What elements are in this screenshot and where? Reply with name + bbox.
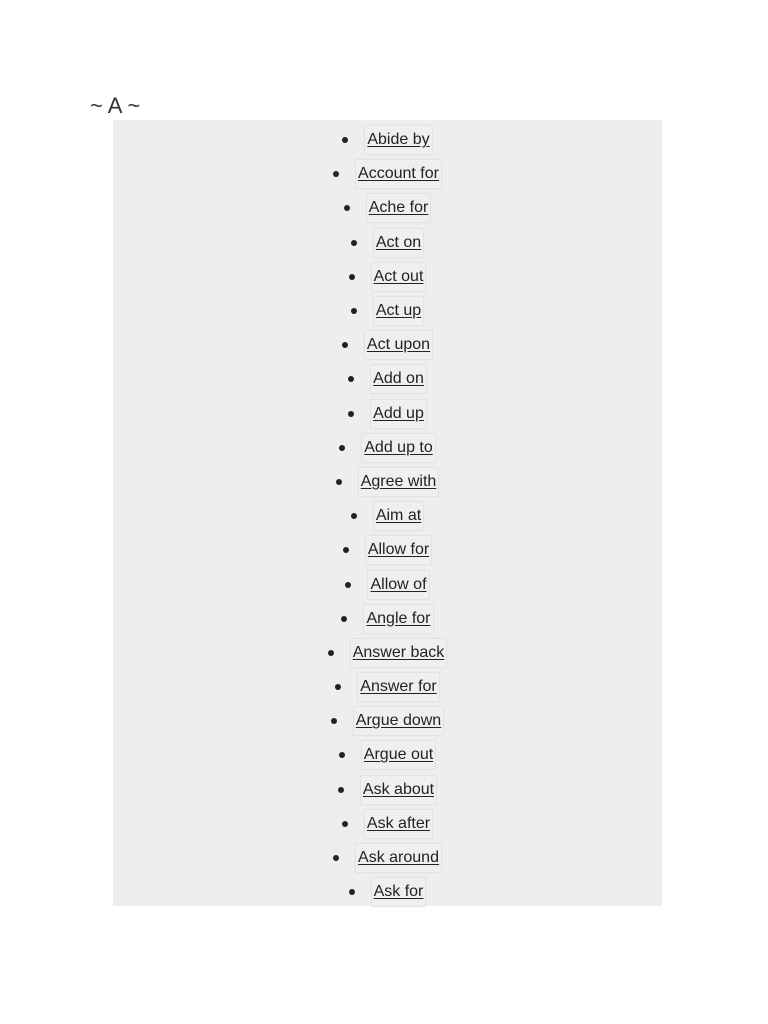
section-heading: ~ A ~ xyxy=(90,93,141,118)
list-item xyxy=(113,499,662,533)
bullet-icon xyxy=(345,582,351,588)
bullet-icon xyxy=(348,411,354,417)
list-item xyxy=(113,294,662,328)
list-item xyxy=(113,875,662,909)
phrase-link[interactable]: Ask for xyxy=(371,877,427,907)
phrase-link[interactable]: Ask after xyxy=(364,809,433,839)
phrase-link[interactable]: Aim at xyxy=(373,501,424,531)
list-item xyxy=(113,328,662,362)
phrase-link[interactable]: Answer for xyxy=(357,672,439,702)
list-item xyxy=(113,704,662,738)
list-item xyxy=(113,157,662,191)
list-item xyxy=(113,431,662,465)
bullet-icon xyxy=(342,821,348,827)
phrase-list xyxy=(113,120,662,909)
phrase-link[interactable]: Account for xyxy=(355,159,442,189)
phrase-link[interactable]: Act out xyxy=(371,262,427,292)
bullet-icon xyxy=(333,171,339,177)
bullet-icon xyxy=(343,547,349,553)
phrase-link[interactable]: Abide by xyxy=(364,125,432,155)
bullet-icon xyxy=(351,513,357,519)
phrase-link[interactable]: Agree with xyxy=(358,467,440,497)
list-item xyxy=(113,636,662,670)
phrase-link[interactable]: Ask around xyxy=(355,843,442,873)
phrase-link[interactable]: Answer back xyxy=(350,638,448,668)
phrase-list-panel xyxy=(113,120,662,906)
bullet-icon xyxy=(341,616,347,622)
list-item xyxy=(113,226,662,260)
bullet-icon xyxy=(348,376,354,382)
list-item xyxy=(113,738,662,772)
list-item xyxy=(113,533,662,567)
bullet-icon xyxy=(336,479,342,485)
phrase-link[interactable]: Act on xyxy=(373,228,424,258)
bullet-icon xyxy=(349,889,355,895)
list-item xyxy=(113,362,662,396)
list-item xyxy=(113,773,662,807)
bullet-icon xyxy=(351,308,357,314)
bullet-icon xyxy=(342,342,348,348)
list-item xyxy=(113,841,662,875)
phrase-link[interactable]: Add on xyxy=(370,364,427,394)
phrase-link[interactable]: Add up to xyxy=(361,433,436,463)
bullet-icon xyxy=(349,274,355,280)
list-item xyxy=(113,397,662,431)
phrase-link[interactable]: Angle for xyxy=(363,604,433,634)
phrase-link[interactable]: Ask about xyxy=(360,775,437,805)
list-item xyxy=(113,807,662,841)
bullet-icon xyxy=(331,718,337,724)
list-item xyxy=(113,123,662,157)
phrase-link[interactable]: Allow of xyxy=(367,570,429,600)
bullet-icon xyxy=(335,684,341,690)
phrase-link[interactable]: Ache for xyxy=(366,193,432,223)
bullet-icon xyxy=(333,855,339,861)
list-item xyxy=(113,670,662,704)
list-item xyxy=(113,602,662,636)
phrase-link[interactable]: Argue down xyxy=(353,706,444,736)
list-item xyxy=(113,191,662,225)
phrase-link[interactable]: Act upon xyxy=(364,330,433,360)
bullet-icon xyxy=(339,752,345,758)
phrase-link[interactable]: Allow for xyxy=(365,535,432,565)
list-item xyxy=(113,260,662,294)
phrase-link[interactable]: Argue out xyxy=(361,740,436,770)
phrase-link[interactable]: Act up xyxy=(373,296,424,326)
bullet-icon xyxy=(342,137,348,143)
bullet-icon xyxy=(351,240,357,246)
list-item xyxy=(113,567,662,601)
bullet-icon xyxy=(339,445,345,451)
bullet-icon xyxy=(344,205,350,211)
list-item xyxy=(113,465,662,499)
bullet-icon xyxy=(338,787,344,793)
phrase-link[interactable]: Add up xyxy=(370,399,427,429)
bullet-icon xyxy=(328,650,334,656)
